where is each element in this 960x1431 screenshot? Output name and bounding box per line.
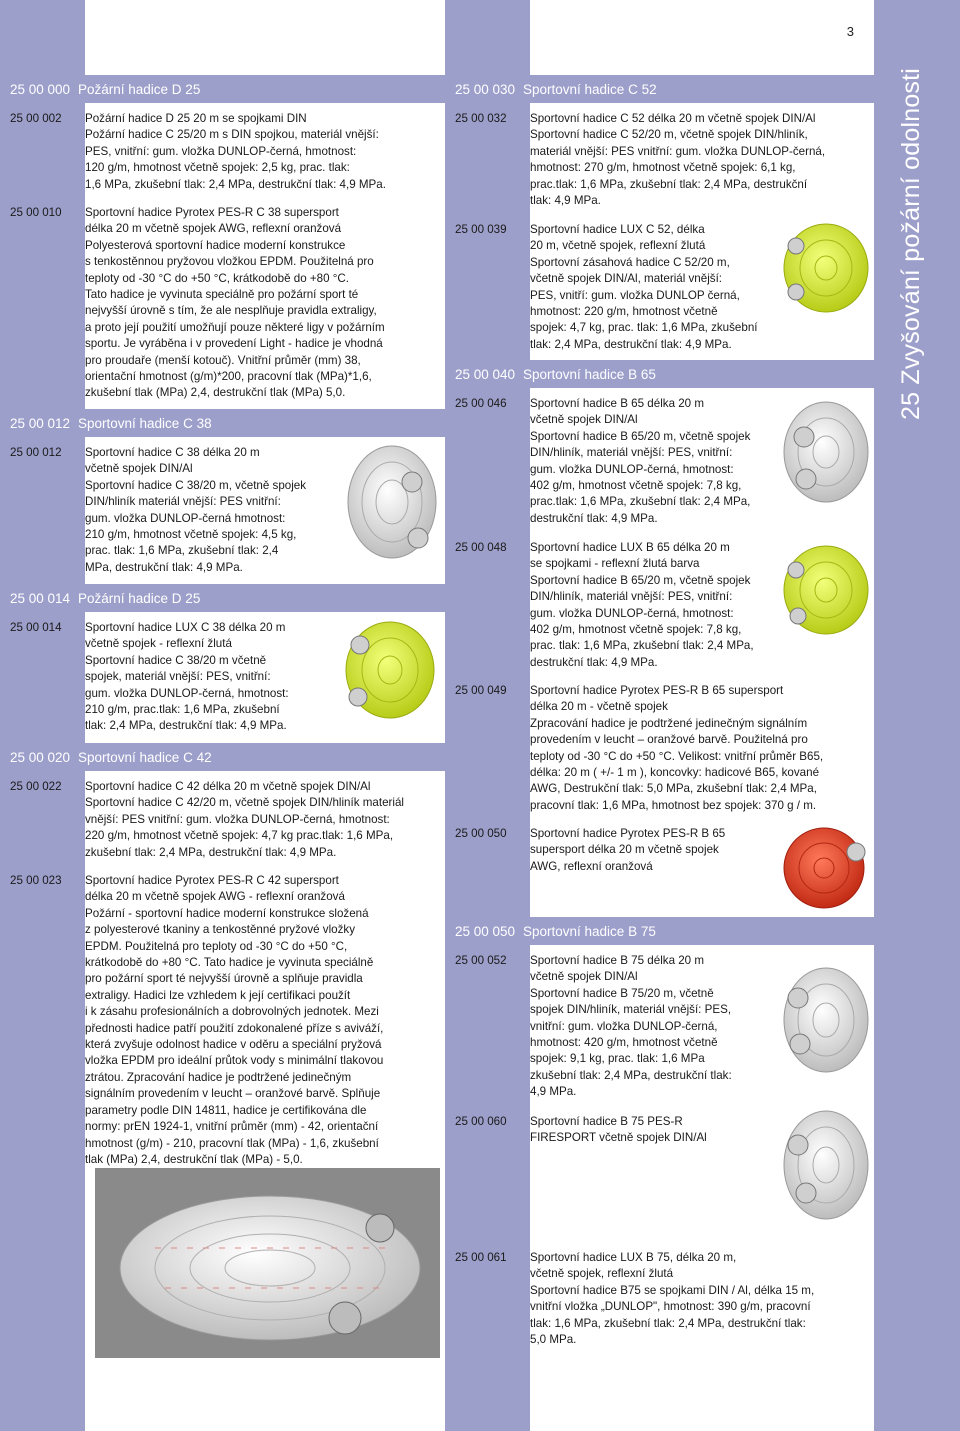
section-header-hose-d25: 25 00 000 Požární hadice D 25 [0,75,445,103]
red-hose-coil-image [776,822,872,912]
white-hose-coil-image [776,1105,872,1225]
side-chapter-title: 25 Zvyšování požární odolnosti [897,67,925,420]
product-description: Sportovní hadice LUX B 75, délka 20 m, včetně spojek, reflexní žlutá Sportovní hadice B75 se spojkami DIN / Al, délka 15 m, vnitřní vložka „DUNLOP", hmotnost: 390 g/m, pracovní tlak: 1,6 MPa, zkušební tlak: 2,4 MPa, destrukční tlak: 5,0 MPa. [530,1251,815,1347]
middle-color-band [445,0,530,1431]
yellow-hose-coil-image [776,218,872,318]
yellow-hose-coil-image [338,615,438,725]
flat-hose-coil-image [95,1168,440,1358]
section-header-sport-hose-b75: 25 00 050 Sportovní hadice B 75 [445,917,874,945]
white-hose-coil-image [340,440,440,570]
product-description: Sportovní hadice LUX B 65 délka 20 m se spojkami - reflexní žlutá barva Sportovní hadice B 65/20 m, včetně spojek DIN/hliník, materiál vnější: PES, vnitřní: gum. vložka DUNLOP-černá, hmotnost: 402 g/m, hmotnost včetně spojek: 7,8 kg, prac. tlak: 1,6 MPa, zkušební tlak: 2,4 MPa, destrukční tlak: 4,9 MPa. [530,541,754,669]
product-description: Sportovní hadice B 65 délka 20 m včetně spojek DIN/Al Sportovní hadice B 65/20 m, včetně spojek DIN/hliník, materiál vnější: PES, vnitřní: gum. vložka DUNLOP-černá, hmotnost: 402 g/m, hmotnost včetně spojek: 7,8 kg, prac.tlak: 1,6 MPa, zkušební tlak: 2,4 MPa, destrukční tlak: 4,9 MPa. [530,397,751,525]
product-description: Sportovní hadice Pyrotex PES-R B 65 supersport délka 20 m - včetně spojek Zpracování hadice je podtržené jedinečným signálním provedením v leucht – oranžové barvě. Použitelná pro teploty od -30 °C do +50 °C. Velikost: vnitřní průměr B65, délka: 20 m ( +/- 1 m ), koncovky: hadicové B65, kované AWG, Destrukční tlak: 5,0 MPa, zkušební tlak: 2,4 MPa, pracovní tlak: 1,6 MPa, hmotnost bez spojek: 370 g / m. [530,684,824,812]
product-description: Sportovní hadice B 75 délka 20 m včetně spojek DIN/Al Sportovní hadice B 75/20 m, včetně spojek DIN/hliník, materiál vnější: PES, vnitřní: gum. vložka DUNLOP-černá, hmotnost: 420 g/m, hmotnost včetně spojek: 9,1 kg, prac. tlak: 1,6 MPa zkušební tlak: 2,4 MPa, destrukční tlak: 4,9 MPa. [530,954,732,1099]
product-description: Sportovní hadice C 42 délka 20 m včetně spojek DIN/Al Sportovní hadice C 42/20 m, včetně spojek DIN/hliník materiál vnější: PES vnitřní: gum. vložka DUNLOP-černá, hmotnost: 220 g/m, hmotnost včetně spojek: 4,7 kg prac.tlak: 1,6 MPa, zkušební tlak: 2,4 MPa, destrukční tlak: 4,9 MPa. [85,780,404,859]
product-description: Sportovní hadice C 38 délka 20 m včetně spojek DIN/Al Sportovní hadice C 38/20 m, včetně spojek DIN/hliník materiál vnější: PES vnitřní: gum. vložka DUNLOP-černá hmotnost: 210 g/m, hmotnost včetně spojek: 4,5 kg, prac. tlak: 1,6 MPa, zkušební tlak: 2,4 MPa, destrukční tlak: 4,9 MPa. [85,446,307,574]
product-description: Sportovní hadice Pyrotex PES-R B 65 supersport délka 20 m včetně spojek AWG, reflexní oranžová [530,827,726,873]
section-header-sport-hose-b65: 25 00 040 Sportovní hadice B 65 [445,360,874,388]
section-header-sport-hose-c52: 25 00 030 Sportovní hadice C 52 [445,75,874,103]
product-description: Sportovní hadice Pyrotex PES-R C 42 supersport délka 20 m včetně spojek AWG - reflexní oranžová Požární - sportovní hadice moderní konstrukce složená z polyesterové tkaniny a tenkostěnné pryžové vložky EPDM. Použitelná pro teploty od -30 °C do +50 °C, krátkodobě do +80 °C. Tato hadice je vyvinuta speciálně pro požární sport té nejvyšší úrovně a splňuje pravidla extraligy. Hadici lze vzhledem k její certifikaci použít i k zásahu profesionálních a dobrovolných jednotek. Mezi přednosti hadice patří použití zdokonalené příze s aviváží, která zvyšuje odolnost hadice v oděru a speciální pryžová vložka EPDM pro ideální průtok vody s minimální tlakovou ztrátou. Zpracování hadice je podtržené jedinečným signálním provedením v leucht – oranžové barvě. Splňuje parametry podle DIN 14811, hadice je certifikována dle normy: prEN 1924-1, vnitřní průměr (mm) - 42, orientační hmotnost (g/m) - 210, pracovní tlak (MPa) - 1,6, zkušební tlak (MPa) 2,4, destrukční tlak (MPa) - 5,0. [85,874,384,1166]
section-header-hose-d25-second: 25 00 014 Požární hadice D 25 [0,584,445,612]
section-header-sport-hose-c38: 25 00 012 Sportovní hadice C 38 [0,409,445,437]
product-description: Sportovní hadice LUX C 52, délka 20 m, včetně spojek, reflexní žlutá Sportovní zásahová hadice C 52/20 m, včetně spojek DIN/Al, materiál vnější: PES, vnitří: gum. vložka DUNLOP černá, hmotnost: 220 g/m, hmotnost včetně spojek: 4,7 kg, prac. tlak: 1,6 MPa, zkušební tlak: 2,4 MPa, destrukční tlak: 4,9 MPa. [530,223,758,351]
page-number: 3 [846,24,854,39]
section-header-sport-hose-c42: 25 00 020 Sportovní hadice C 42 [0,743,445,771]
product-description: Požární hadice D 25 20 m se spojkami DIN Požární hadice C 25/20 m s DIN spojkou, materiál vnější: PES, vnitřní: gum. vložka DUNLOP-černá, hmotnost: 120 g/m, hmotnost včetně spojek: 2,5 kg, prac. tlak: 1,6 MPa, zkušební tlak: 2,4 MPa, destrukční tlak: 4,9 MPa. [85,112,386,191]
product-description: Sportovní hadice Pyrotex PES-R C 38 supersport délka 20 m včetně spojek AWG, reflexní oranžová Polyesterová sportovní hadice moderní konstrukce s tenkostěnnou pryžovou vložkou EPDM. Použitelná pro teploty od -30 °C do +50 °C, krátkodobě do +80 °C. Tato hadice je vyvinuta speciálně pro požární sport té nejvyšší úrovně s tím, že ale nesplňuje pravidla extraligy, a proto její použití umožňují pouze některé ligy v požárním sportu. Je vyráběna i v provedení Light - hadice je vhodná pro proudaře (menší kotouč). Vnitřní průměr (mm) 38, orientační hmotnost (g/m)*200, pracovní tlak (MPa)*1,6, zkušební tlak (MPa) 2,4, destrukční tlak (MPa) 5,0. [85,206,385,400]
yellow-hose-coil-image [776,540,872,640]
white-hose-coil-image [776,395,872,510]
white-hose-coil-image [776,960,872,1080]
product-description: Sportovní hadice C 52 délka 20 m včetně spojek DIN/Al Sportovní hadice C 52/20 m, včetně spojek DIN/hliník, materiál vnější: PES vnitřní: gum. vložka DUNLOP-černá, hmotnost: 270 g/m, hmotnost včetně spojek: 6,1 kg, prac.tlak: 1,6 MPa, zkušební tlak: 2,4 MPa, destrukční tlak: 4,9 MPa. [530,112,826,208]
product-description: Sportovní hadice LUX C 38 délka 20 m včetně spojek - reflexní žlutá Sportovní hadice C 38/20 m včetně spojek, materiál vnější: PES, vnitřní: gum. vložka DUNLOP-černá, hmotnost: 210 g/m, prac.tlak: 1,6 MPa, zkušební tlak: 2,4 MPa, destrukční tlak: 4,9 MPa. [85,621,289,733]
product-description: Sportovní hadice B 75 PES-R FIRESPORT včetně spojek DIN/Al [530,1115,707,1145]
